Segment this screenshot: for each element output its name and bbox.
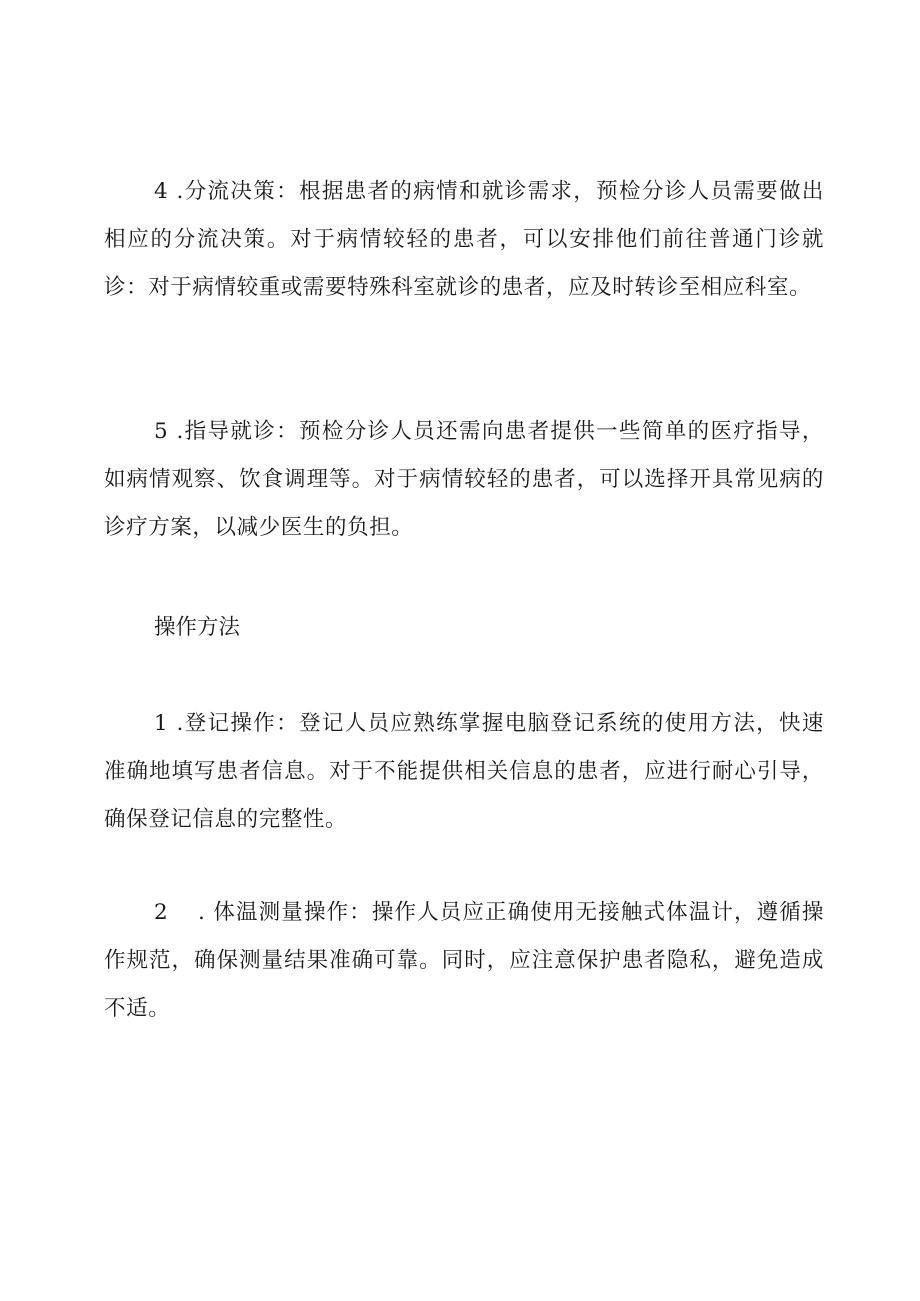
- paragraph-operation-2: [104, 889, 824, 1033]
- item-number: 1: [154, 711, 169, 736]
- item-text: .分流决策：根据患者的病情和就诊需求，预检分诊人员需要做出相应的分流决策。对于病情较轻的患者，可以安排他们前往普通门诊就诊：对于病情较重或需要特殊科室就诊的患者，应及时转诊至相应科室。: [104, 179, 824, 300]
- item-text-continued: 引导，确保登记信息的完整性。: [104, 759, 825, 832]
- paragraph-item-4: [104, 168, 824, 312]
- item-text: .指导就诊：预检分诊人员还需向患者提供一些简单的医疗指导，如病情观察、饮食调理等。对于病情较轻的患者，可以选择开具常见病的诊疗方案，以减少医生的负担。: [104, 419, 824, 540]
- item-number: 4: [154, 179, 169, 204]
- paragraph-operation-1: [104, 700, 824, 844]
- item-text: .登记操作：登记人员应熟练掌握电脑登记系统的使用方法，快速准确地填写患者信息。对于不能提供相关信息的患者，应进行: [104, 711, 824, 784]
- paragraph-item-5: [104, 408, 824, 552]
- item-number: 2: [154, 900, 169, 925]
- item-number: 5: [154, 419, 169, 444]
- section-heading: 操作方法: [154, 615, 241, 640]
- item-text: . 体温测量操作：操作人员应正确使用无接触式体温计，遵循操作规范，确保测量结果准确可靠。同时，应注意保护患者隐私，避免造成不适。: [104, 900, 824, 1021]
- emphasis-text: 耐心: [711, 759, 757, 784]
